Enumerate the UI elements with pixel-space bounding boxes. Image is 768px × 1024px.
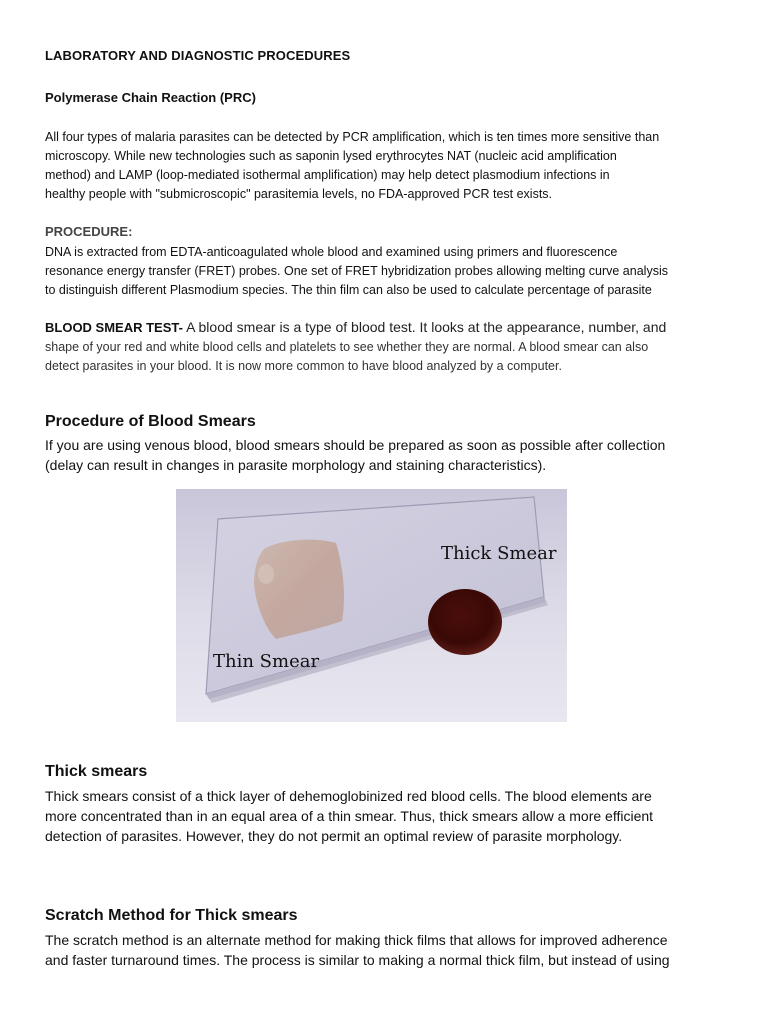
- blood-smear-test-lead: BLOOD SMEAR TEST-: [45, 320, 183, 335]
- procedure-line: DNA is extracted from EDTA-anticoagulated whole blood and examined using primers and fluorescence: [45, 245, 618, 259]
- procedure-blood-smears-line: If you are using venous blood, blood smears should be prepared as soon as possible after collection: [45, 437, 666, 453]
- scratch-method-line: The scratch method is an alternate method for making thick films that allows for improved adherence: [45, 932, 668, 948]
- scratch-method-paragraph: [45, 930, 735, 970]
- procedure-line: to distinguish different Plasmodium species. The thin film can also be used to calculate percentage of parasite: [45, 283, 652, 297]
- procedure-line: resonance energy transfer (FRET) probes. One set of FRET hybridization probes allowing melting curve analysis: [45, 264, 668, 278]
- thin-smear-label: Thin Smear: [213, 651, 320, 672]
- pcr-line: method) and LAMP (loop-mediated isothermal amplification) may help detect plasmodium infections in: [45, 168, 610, 182]
- blood-smear-test-line: detect parasites in your blood. It is now more common to have blood analyzed by a computer.: [45, 359, 562, 373]
- document-title: LABORATORY AND DIAGNOSTIC PROCEDURES: [45, 48, 351, 63]
- blood-smear-slide-image: [176, 489, 567, 722]
- scratch-method-heading: Scratch Method for Thick smears: [45, 907, 298, 924]
- pcr-line: healthy people with "submicroscopic" parasitemia levels, no FDA-approved PCR test exists.: [45, 187, 553, 201]
- blood-smear-test-first-line: [45, 318, 735, 338]
- thick-smears-line: detection of parasites. However, they do not permit an optimal review of parasite morphology.: [45, 828, 623, 844]
- pcr-line: All four types of malaria parasites can be detected by PCR amplification, which is ten times more sensitive than: [45, 130, 660, 144]
- blood-smear-test-first-text: A blood smear is a type of blood test. It looks at the appearance, number, and: [182, 319, 667, 335]
- thick-smears-heading: Thick smears: [45, 763, 148, 780]
- thick-smear-mark: [428, 589, 502, 655]
- slide-illustration: [176, 489, 567, 722]
- blood-smear-test-line: shape of your red and white blood cells and platelets to see whether they are normal. A blood smear can also: [45, 340, 649, 354]
- thick-smears-paragraph: [45, 786, 735, 846]
- procedure-label: PROCEDURE:: [45, 224, 133, 239]
- procedure-blood-smears-heading: Procedure of Blood Smears: [45, 413, 256, 430]
- thick-smears-line: Thick smears consist of a thick layer of dehemoglobinized red blood cells. The blood elements are: [45, 788, 652, 804]
- pcr-line: microscopy. While new technologies such as saponin lysed erythrocytes NAT (nucleic acid amplification: [45, 149, 617, 163]
- thin-smear-mark: [254, 540, 344, 639]
- blood-smear-test-paragraph: [45, 318, 735, 376]
- scratch-method-line: and faster turnaround times. The process is similar to making a normal thick film, but instead of using: [45, 952, 670, 968]
- pcr-heading: Polymerase Chain Reaction (PRC): [45, 90, 256, 105]
- thin-smear-highlight: [258, 564, 274, 584]
- procedure-paragraph: [45, 243, 730, 300]
- procedure-blood-smears-line: (delay can result in changes in parasite morphology and staining characteristics).: [45, 457, 547, 473]
- pcr-paragraph: [45, 128, 730, 204]
- thick-smears-line: more concentrated than in an equal area of a thin smear. Thus, thick smears allow a more efficient: [45, 808, 654, 824]
- thick-smear-label: Thick Smear: [441, 543, 557, 564]
- procedure-blood-smears-paragraph: [45, 435, 735, 475]
